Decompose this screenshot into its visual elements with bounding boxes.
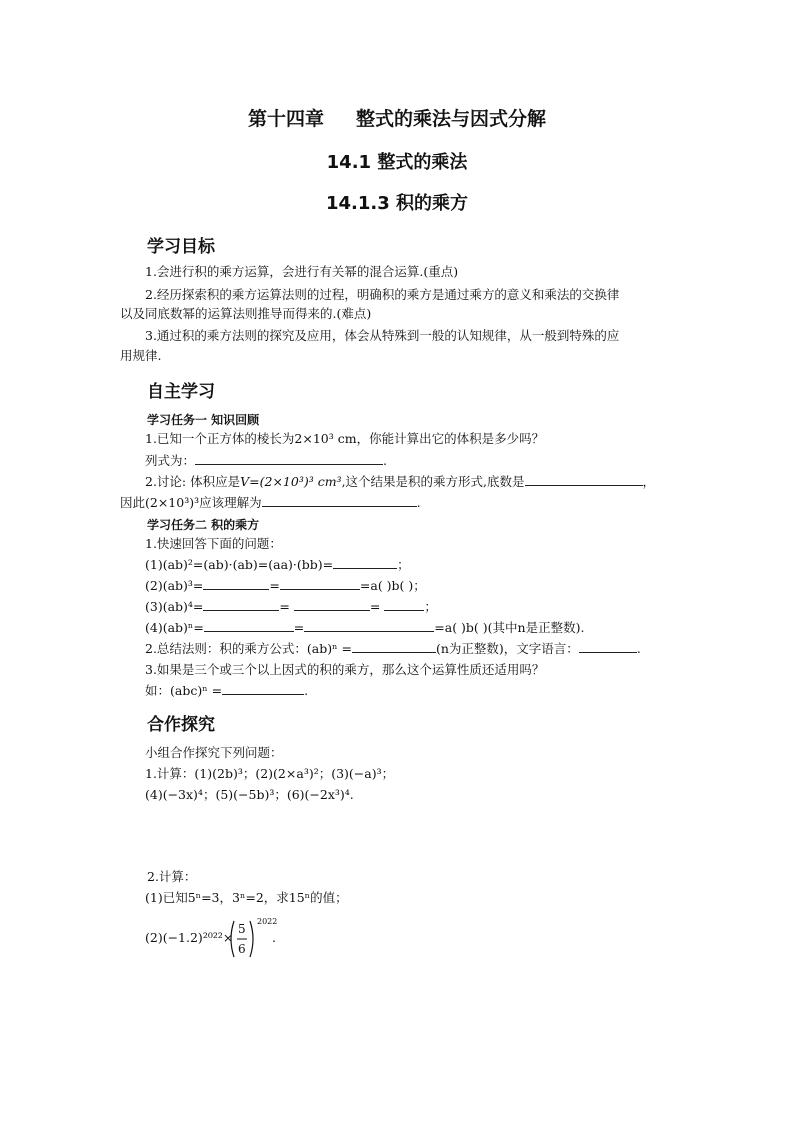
law-words-blank[interactable]	[579, 640, 637, 653]
calc-2-part-1: (1)已知5ⁿ=3，3ⁿ=2，求15ⁿ的值；	[145, 890, 348, 905]
calc-2-part-2-end: .	[272, 930, 276, 945]
goals-heading: 学习目标	[147, 237, 215, 257]
chapter-heading	[0, 104, 794, 131]
row-2-prefix: (2)(ab)³=	[145, 578, 204, 593]
goal-item-2-line-2: 以及同底数幂的运算法则推导而得来的.(难点)	[120, 306, 372, 321]
base-blank[interactable]	[525, 473, 643, 486]
row-1-text: (1)(ab)²=(ab)·(ab)=(aa)·(bb)=	[145, 557, 334, 572]
q2-formula: V=(2×10³)³ cm³	[240, 474, 342, 489]
example-text: 如：(abc)ⁿ =	[145, 683, 223, 698]
chapter-number: 第十四章	[247, 108, 324, 130]
law-summary: 2.总结法则：积的乘方公式：(ab)ⁿ = (n为正整数)，文字语言： .	[145, 641, 641, 656]
fraction-denominator: 6	[238, 942, 246, 956]
row-1-blank[interactable]	[333, 556, 397, 569]
task1-title: 学习任务一 知识回顾	[147, 413, 260, 427]
question-1-formula: 列式为： .	[145, 453, 387, 468]
row-3-blank-1[interactable]	[203, 598, 279, 611]
answer-blank[interactable]	[195, 452, 383, 465]
section-heading: 14.1 整式的乘法	[326, 152, 468, 173]
row-4-blank-2[interactable]	[304, 619, 434, 632]
task2-title: 学习任务二 积的乘方	[147, 518, 260, 532]
coop-heading: 合作探究	[147, 715, 215, 735]
fraction-numerator: 5	[238, 922, 246, 936]
row-2-tail: =a( )b( )；	[359, 578, 426, 593]
formula-label: 列式为：	[145, 453, 196, 468]
q2-mid: ,这个结果是积的乘方形式,底数是	[341, 474, 525, 489]
question-2-line-2: 因此(2×10³)³应该理解为 .	[120, 495, 421, 510]
subsection-heading: 14.1.3 积的乘方	[325, 193, 469, 214]
example-blank[interactable]	[222, 682, 304, 695]
question-3: 3.如果是三个或三个以上因式的积的乘方，那么这个运算性质还适用吗？	[145, 662, 545, 677]
law-mid: (n为正整数)，文字语言：	[436, 641, 579, 656]
row-4: (4)(ab)ⁿ= = =a( )b( )(其中n是正整数).	[145, 620, 585, 635]
row-2: (2)(ab)³= = =a( )b( )；	[145, 578, 426, 593]
coop-intro: 小组合作探究下列问题：	[145, 745, 283, 760]
quick-answer-intro: 1.快速回答下面的问题：	[145, 536, 282, 551]
row-3-blank-2[interactable]	[294, 598, 370, 611]
law-prefix: 2.总结法则：积的乘方公式：(ab)ⁿ =	[145, 641, 352, 656]
q2-line2-prefix: 因此(2×10³)³应该理解为	[120, 495, 262, 510]
question-1: 1.已知一个正方体的棱长为2×10³ cm，你能计算出它的体积是多少吗？	[145, 431, 545, 446]
row-2-blank-2[interactable]	[280, 577, 360, 590]
row-2-blank-1[interactable]	[203, 577, 269, 590]
question-2-line-1: 2.讨论: 体积应是V=(2×10³)³ cm³,这个结果是积的乘方形式,底数是 ，	[145, 474, 656, 489]
question-3-example: 如：(abc)ⁿ = .	[145, 683, 309, 698]
row-3-prefix: (3)(ab)⁴=	[145, 599, 204, 614]
row-3-blank-3[interactable]	[384, 598, 424, 611]
calc-1-line-1: 1.计算：(1)(2b)³；(2)(2×a³)²；(3)(−a)³；	[145, 766, 395, 781]
goal-item-3-line-2: 用规律.	[120, 348, 162, 363]
row-3: (3)(ab)⁴= = = ；	[145, 599, 437, 614]
q2-prefix: 2.讨论: 体积应是	[145, 474, 241, 489]
fraction-expression	[228, 917, 278, 961]
goal-item-1: 1.会进行积的乘方运算，会进行有关幂的混合运算.(重点)	[145, 264, 459, 279]
meaning-blank[interactable]	[262, 494, 417, 507]
row-4-tail: =a( )b( )(其中n是正整数).	[434, 620, 585, 635]
chapter-title: 整式的乘法与因式分解	[356, 108, 547, 130]
law-formula-blank[interactable]	[352, 640, 436, 653]
calc-1-line-2: (4)(−3x)⁴；(5)(−5b)³；(6)(−2x³)⁴.	[145, 787, 354, 802]
self-study-heading: 自主学习	[147, 382, 215, 402]
calc-2-heading: 2.计算：	[147, 869, 197, 884]
fraction-exponent: 2022	[257, 917, 278, 926]
row-1: (1)(ab)²=(ab)·(ab)=(aa)·(bb)= ；	[145, 557, 410, 572]
row-4-prefix: (4)(ab)ⁿ=	[145, 620, 204, 635]
goal-item-2-line-1: 2.经历探索积的乘方运算法则的过程，明确积的乘方是通过乘方的意义和乘法的交换律	[145, 287, 620, 302]
calc-2-part-2-prefix: (2)(−1.2)²⁰²²×	[145, 930, 234, 945]
goal-item-3-line-1: 3.通过积的乘方法则的探究及应用，体会从特殊到一般的认知规律，从一般到特殊的应	[145, 328, 620, 343]
row-4-blank-1[interactable]	[204, 619, 294, 632]
